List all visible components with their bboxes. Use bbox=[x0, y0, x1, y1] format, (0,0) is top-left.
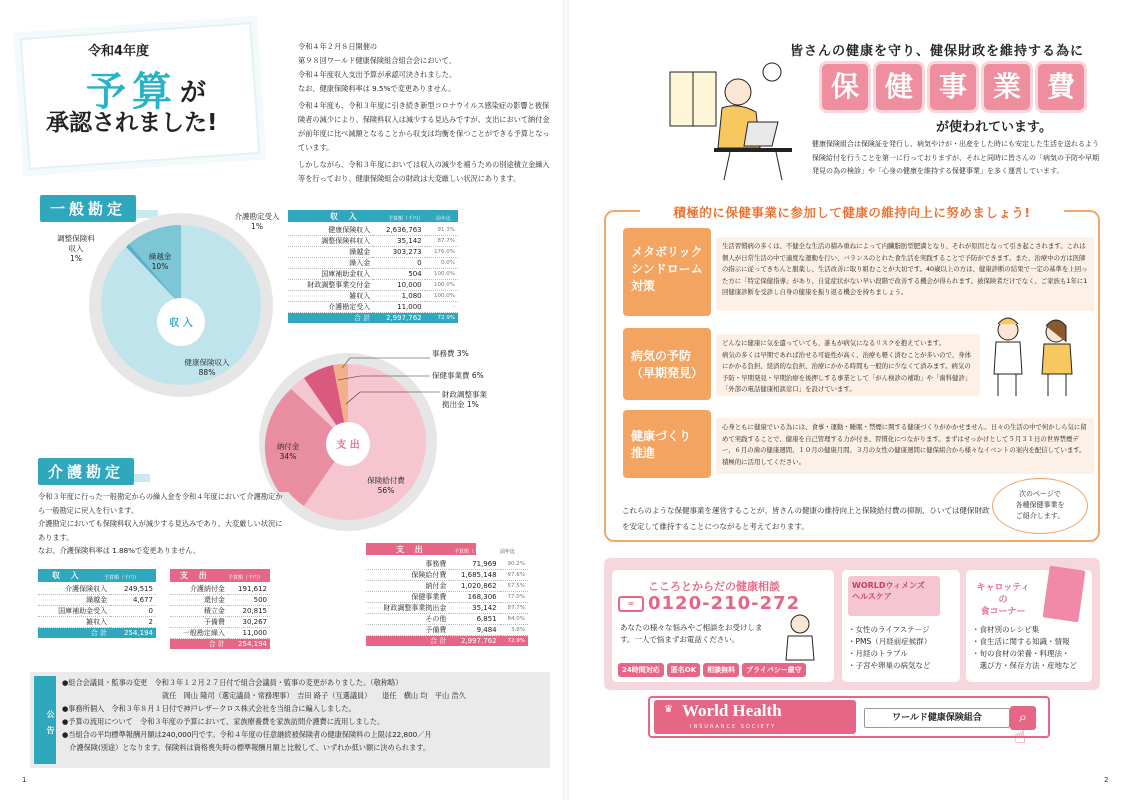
income-table-header-bar bbox=[288, 210, 458, 222]
row-pct: 176.0% bbox=[434, 249, 455, 255]
row-pct: 100.0% bbox=[434, 282, 455, 288]
table-row bbox=[288, 258, 458, 269]
row-label: 介護納付金 bbox=[189, 585, 225, 593]
notice-line: ●当組合の平均標準報酬月額は240,000円です。令和４年度の任意継続被保険者の健康保険料の上限は22,800／月 bbox=[62, 730, 432, 739]
row-label: 予備費 bbox=[203, 618, 225, 626]
free-dial-icon: ∞ bbox=[618, 596, 644, 612]
table-row bbox=[38, 606, 156, 617]
row-value: 1,685,148 bbox=[460, 571, 497, 579]
table-row bbox=[366, 570, 528, 581]
table-row bbox=[366, 581, 528, 592]
two-women-illustration bbox=[984, 312, 1088, 398]
woman-laptop-illustration bbox=[660, 52, 800, 182]
total-label: 合 計 bbox=[90, 629, 108, 637]
row-value: 2,636,763 bbox=[386, 226, 422, 234]
page-number-left: 1 bbox=[22, 776, 27, 784]
row-label: 介護保険収入 bbox=[65, 585, 108, 593]
row-label: 介護勘定受入 bbox=[328, 303, 371, 311]
badge: 匿名OK bbox=[667, 663, 700, 677]
item-metabo-text: 生活習慣病の多くは、不健全な生活の積み重ねによって内臓脂肪型肥満となり、それが原因となって引き起こされます。これは個人が日常生活の中で適度な運動を行い、バランスのとれた食生活を実践することで予防ができます。また、治療中の方は医師の指示に従ってきちんと服薬し、生活改善に取り組むことが大切です。40歳以上の方は、健康診断の結果で一定の基準を上回った方に「特定保健指導」があり、自覚症状がない早い段階で改善する機会が得られます。被保険者だけでなく、ご家族も1年に1回健康診断を受診し自身の健康を振り返る機会を持ちましょう。 bbox=[716, 237, 1094, 311]
income-table-col1: 予算額（千円） bbox=[388, 216, 424, 222]
total-value: 254,194 bbox=[238, 640, 267, 648]
label-health-project-pct: 6% bbox=[471, 371, 484, 380]
row-value: 1,020,862 bbox=[460, 582, 497, 590]
row-label: 納付金 bbox=[425, 582, 447, 590]
next-page-bubble: 次のページで 各種保健事業を ご紹介します。 bbox=[992, 478, 1088, 534]
list-item: ・PMS（月経前症候群） bbox=[848, 637, 932, 646]
label-adjust-pct: 1% bbox=[70, 254, 82, 263]
page-number-right: 2 bbox=[1104, 776, 1109, 784]
calorie-list bbox=[972, 624, 1077, 672]
row-label: その他 bbox=[425, 615, 447, 623]
item-metabo-label: メタボリック シンドローム 対策 bbox=[623, 228, 711, 316]
headline-budget: 予算 bbox=[86, 69, 178, 115]
table-total-row bbox=[366, 636, 528, 647]
row-value: 11,000 bbox=[242, 629, 267, 637]
care-income-col: 予算額（千円） bbox=[104, 575, 140, 581]
general-title: 一般勘定 bbox=[40, 195, 136, 222]
care-expense-col: 予算額（千円） bbox=[228, 575, 264, 581]
label-benefit-pct: 56% bbox=[377, 486, 395, 495]
conclusion-text: これらのような保健事業を運営することが、皆さんの健康の維持向上と保険給付費の抑制、ひいては健保財政を安定して維持することにつながると考えております。 bbox=[622, 506, 990, 531]
row-label: 国庫補助金受入 bbox=[58, 607, 108, 615]
table-row bbox=[170, 617, 270, 628]
label-health-income-pct: 88% bbox=[198, 368, 216, 377]
label-benefit bbox=[356, 476, 416, 496]
kanji-block: 費 bbox=[1038, 64, 1084, 110]
care-income-table bbox=[38, 584, 156, 638]
notice-line: ●事務所個入 令和３年８月１日付で神戸レザークロス株式会社を当組合に編入しました。 bbox=[62, 704, 356, 713]
headline-ga: が bbox=[180, 78, 207, 108]
table-row bbox=[170, 628, 270, 639]
item-health-promo-label: 健康づくり 推進 bbox=[623, 410, 711, 478]
used-text: が使われています。 bbox=[936, 120, 1052, 135]
row-value: 2 bbox=[148, 618, 153, 626]
item-prevention-text: どんなに健康に気を遣っていても、誰もが病気になるリスクを抱えています。 病気の多くは早期であれば治せる可能性が高く、治療も軽く済むことが多いので、身体にかかる負担、経済的な負担、治療にかかる時間も一般的に少なくて済みます。病気の予防・早期発見・早期治療を後押しする事業として「がん検診の補助」や「歯科健診」「外部の電話健康相談窓口」を設けています。 bbox=[716, 334, 980, 396]
crown-icon: ♛ bbox=[664, 704, 673, 715]
item-health-promo-text: 心身ともに健康でいる為には、食事・運動・睡眠・禁煙に関する健康づくりがかかせません。日々の生活の中で何かしら気に留めて実践することで、健康を自己管理する力が付き、習慣化につながります。まずはせっかけとして５月３１日の世界禁煙デー、６月の歯の健康週間、１０月の健康月間、３月の女性の健康週間に健保組合から様々なイベントの案内を配信しています。積極的に活用してください。 bbox=[716, 418, 1094, 474]
row-label: 繰入金 bbox=[349, 259, 371, 267]
table-row bbox=[366, 614, 528, 625]
label-care-transfer-name: 介護勘定受入 bbox=[234, 212, 280, 221]
row-pct: 87.7% bbox=[437, 238, 455, 244]
care-income-header: 収 入 bbox=[52, 571, 83, 580]
table-row bbox=[366, 603, 528, 614]
label-care-transfer bbox=[222, 212, 292, 232]
income-table-col2: 前年比 bbox=[436, 216, 452, 222]
hand-pointer-icon: ☝ bbox=[1014, 724, 1027, 748]
row-label: 繰越金 bbox=[86, 596, 108, 604]
table-row bbox=[38, 595, 156, 606]
row-value: 9,484 bbox=[476, 626, 497, 634]
activities-title: 積極的に保健事業に参加して健康の維持向上に努めましょう! bbox=[640, 203, 1064, 221]
care-note: 令和３年度に行った一般勘定からの繰入金を令和４年度において介護勘定から一般勘定に戻入を行います。 介護勘定においても保険料収入が減少する見込みであり、大変厳しい状況にあります。 なお、介護保険料率は 1.88%で変更ありません。 bbox=[38, 492, 283, 555]
list-item: ・食材別のレシピ集 bbox=[972, 625, 1040, 634]
label-carryover-pct: 10% bbox=[151, 262, 169, 271]
expense-table-col1: 予算額（千円） bbox=[454, 549, 490, 555]
badge: 相談無料 bbox=[703, 663, 739, 677]
total-value: 2,997,762 bbox=[460, 637, 497, 645]
care-title: 介護勘定 bbox=[38, 458, 134, 485]
leader-lines bbox=[330, 352, 440, 412]
table-row bbox=[366, 559, 528, 570]
table-row bbox=[288, 269, 458, 280]
headline-approved: 承認されました! bbox=[46, 110, 218, 136]
search-input[interactable]: ワールド健康保険組合 bbox=[864, 708, 1010, 728]
consult-title: こころとからだの健康相談 bbox=[648, 580, 780, 593]
table-row bbox=[288, 225, 458, 236]
row-label: 財政調整事業交付金 bbox=[307, 281, 371, 289]
kanji-block: 健 bbox=[876, 64, 922, 110]
label-health-income-name: 健康保険収入 bbox=[184, 358, 230, 367]
notice-line: ●予算の流用について 令和３年度の予算において、家族療養費を家族訪問介護費に流用しました。 bbox=[62, 717, 385, 726]
row-label: 還付金 bbox=[203, 596, 225, 604]
kanji-block: 業 bbox=[984, 64, 1030, 110]
row-pct: 3.8% bbox=[511, 627, 525, 633]
list-item: ・食生活に関する知識・情報 bbox=[972, 637, 1070, 646]
row-value: 0 bbox=[148, 607, 153, 615]
care-expense-table bbox=[170, 584, 270, 649]
label-health-project-name: 保健事業費 bbox=[432, 371, 470, 380]
row-label: 事務費 bbox=[425, 560, 447, 568]
row-label: 財政調整事業拠出金 bbox=[383, 604, 447, 612]
table-total-row bbox=[38, 628, 156, 639]
row-value: 504 bbox=[408, 270, 422, 278]
row-pct: 91.3% bbox=[437, 227, 455, 233]
row-pct: 100.0% bbox=[434, 271, 455, 277]
row-value: 1,080 bbox=[401, 292, 422, 300]
total-pct: 72.9% bbox=[437, 315, 455, 321]
list-item: ・子宮や卵巣の病気など bbox=[848, 661, 931, 670]
intro-para: しかしながら、令和３年度においては収入の減少を補うための別途積立金繰入等を行っており、健康保険組合の財政は大変厳しい状況にあります。 bbox=[298, 160, 550, 183]
row-label: 保健事業費 bbox=[411, 593, 447, 601]
total-label: 合 計 bbox=[430, 637, 447, 645]
row-label: 雑収入 bbox=[349, 292, 371, 300]
table-row bbox=[366, 625, 528, 636]
table-row bbox=[170, 606, 270, 617]
row-value: 0 bbox=[417, 259, 422, 267]
consult-phone[interactable]: 0120-210-272 bbox=[648, 593, 801, 614]
row-pct: 90.2% bbox=[507, 561, 525, 567]
intro-text bbox=[298, 40, 556, 189]
search-icon[interactable]: ⌕ bbox=[1010, 706, 1036, 730]
notice-tag: 公告 bbox=[34, 676, 56, 764]
label-admin-name: 事務費 bbox=[432, 349, 455, 358]
row-value: 71,969 bbox=[472, 560, 497, 568]
label-carryover-name: 繰越金 bbox=[148, 252, 172, 261]
label-levy bbox=[266, 442, 310, 462]
notice-line: ●組合会議員・監事の変更 令和３年１２月２７日付で組合会議員・監事の変更がありました。（敬称略） bbox=[62, 678, 403, 687]
row-value: 30,267 bbox=[242, 618, 267, 626]
label-fiscal-pct: 1% bbox=[466, 400, 479, 409]
list-item: 選び方・保存方法・産地など bbox=[972, 661, 1077, 670]
table-row bbox=[288, 291, 458, 302]
row-pct: 87.7% bbox=[507, 605, 525, 611]
total-label: 合 計 bbox=[353, 314, 371, 322]
table-row bbox=[288, 280, 458, 291]
row-value: 20,815 bbox=[242, 607, 267, 615]
table-row bbox=[366, 592, 528, 603]
expense-table bbox=[366, 559, 528, 646]
income-table bbox=[288, 225, 458, 323]
table-row bbox=[288, 236, 458, 247]
table-total-row bbox=[288, 313, 458, 324]
row-value: 500 bbox=[253, 596, 267, 604]
list-item: ・月経のトラブル bbox=[848, 649, 908, 658]
total-pct: 72.9% bbox=[507, 638, 525, 644]
row-pct: 84.0% bbox=[507, 616, 525, 622]
total-label: 合 計 bbox=[208, 640, 225, 648]
label-adjust-name: 調整保険料 収入 bbox=[57, 234, 95, 253]
total-value: 2,997,762 bbox=[386, 314, 422, 322]
row-value: 35,142 bbox=[397, 237, 422, 245]
label-care-transfer-pct: 1% bbox=[251, 222, 263, 231]
list-item: ・女性のライフステージ bbox=[848, 625, 930, 634]
row-pct: 0.0% bbox=[441, 260, 455, 266]
row-pct: 77.0% bbox=[507, 594, 525, 600]
expense-table-col2: 前年比 bbox=[500, 549, 516, 555]
brand-logo: World Health bbox=[682, 701, 782, 720]
label-admin-pct: 3% bbox=[456, 349, 469, 358]
table-row bbox=[38, 584, 156, 595]
income-pie-center: 収 入 bbox=[169, 318, 193, 329]
womens-list bbox=[848, 624, 931, 672]
list-item: ・旬の食材の栄養・料理法・ bbox=[972, 649, 1070, 658]
table-row bbox=[288, 302, 458, 313]
row-pct: 57.5% bbox=[507, 583, 525, 589]
row-label: 一般勘定繰入 bbox=[182, 629, 225, 637]
row-label: 保険給付費 bbox=[411, 571, 447, 579]
row-pct: 100.0% bbox=[434, 293, 455, 299]
row-label: 調整保険料収入 bbox=[321, 237, 371, 245]
consult-badges bbox=[618, 663, 806, 677]
intro-para: 令和４年度も、令和３年度に引き続き新型コロナウイルス感染症の影響と被保険者の減少により、保険料収入は減少する見込みですが、支出において納付金が前年度に比べ減額となることから収支は均衡を保つことができる予算となっています。 bbox=[298, 101, 550, 152]
label-levy-name: 納付金 bbox=[276, 442, 300, 451]
row-value: 6,851 bbox=[476, 615, 497, 623]
row-value: 4,677 bbox=[132, 596, 153, 604]
row-label: 健康保険収入 bbox=[328, 226, 371, 234]
table-row bbox=[170, 595, 270, 606]
row-value: 10,000 bbox=[397, 281, 422, 289]
care-expense-header: 支 出 bbox=[180, 571, 211, 580]
table-total-row bbox=[170, 639, 270, 650]
kanji-block: 保 bbox=[822, 64, 868, 110]
right-description: 健康保険組合は保険証を発行し、病気やけが・出産をした時にも安定した生活を送れるよう保険給付を行うことを第一に行っておりますが、それと同時に皆さんの「病気の予防や早期発見の為の検診」や「心身の健康を維持する保健事業」を多く運営しています。 bbox=[812, 140, 1099, 175]
headline-year: 令和4年度 bbox=[88, 44, 150, 59]
expense-table-header: 支 出 bbox=[396, 545, 427, 554]
notice-line: 就任 岡山 隆司（選定議員・常務理事） 吉田 路子（互選議員） 退任 横山 均 平山 浩久 bbox=[162, 691, 466, 700]
label-carryover bbox=[140, 252, 180, 272]
table-row bbox=[170, 584, 270, 595]
intro-para: 令和４年２月８日開催の 第９８回ワールド健康保険組合組合会において、 令和４年度収入支出予算が承認可決されました。 なお、健康保険料率は 9.5%で変更ありません。 bbox=[298, 42, 457, 93]
label-levy-pct: 34% bbox=[279, 452, 297, 461]
row-label: 予備費 bbox=[425, 626, 447, 634]
table-row bbox=[38, 617, 156, 628]
income-table-header: 収 入 bbox=[330, 212, 361, 221]
item-prevention-label: 病気の予防 （早期発見） bbox=[623, 328, 711, 400]
row-pct: 97.6% bbox=[507, 572, 525, 578]
row-value: 35,142 bbox=[472, 604, 497, 612]
row-value: 303,273 bbox=[392, 248, 422, 256]
spine bbox=[563, 0, 569, 800]
notice-line: 介護保険(別途）となります。保険料は資格喪失時の標準報酬月額と比較して、いずれか低い額に決められます。 bbox=[62, 743, 431, 752]
kanji-block: 事 bbox=[930, 64, 976, 110]
badge: プライバシー厳守 bbox=[742, 663, 806, 677]
row-value: 168,306 bbox=[467, 593, 497, 601]
badge: 24時間対応 bbox=[618, 663, 664, 677]
expense-pie-center: 支 出 bbox=[336, 440, 360, 451]
brand-logo-sub: INSURANCE SOCIETY bbox=[690, 724, 777, 730]
phone-woman-illustration bbox=[780, 612, 820, 662]
row-value: 11,000 bbox=[397, 303, 422, 311]
row-label: 国庫補助金収入 bbox=[321, 270, 371, 278]
right-caption: 皆さんの健康を守り、健保財政を維持する為に bbox=[790, 44, 1085, 59]
recipe-book-image bbox=[1043, 566, 1086, 623]
consult-desc: あなたの様々な悩みやご相談をお受けします。一人で悩まずお電話ください。 bbox=[620, 623, 763, 644]
row-value: 249,515 bbox=[124, 585, 153, 593]
label-fiscal-name: 財政調整事業 拠出金 bbox=[442, 390, 487, 409]
label-health-income bbox=[176, 358, 238, 378]
label-adjust bbox=[48, 234, 104, 264]
calorie-title: キャロッティ の 食コーナー bbox=[976, 583, 1030, 617]
row-label: 繰越金 bbox=[349, 248, 371, 256]
notice-text bbox=[62, 676, 548, 754]
total-value: 254,194 bbox=[124, 629, 153, 637]
row-label: 雑収入 bbox=[86, 618, 108, 626]
label-benefit-name: 保険給付費 bbox=[367, 476, 405, 485]
womens-title: WORLDウィメンズ ヘルスケア bbox=[852, 581, 925, 601]
label-fiscal bbox=[442, 390, 487, 410]
row-pct: - bbox=[453, 304, 455, 310]
table-row bbox=[288, 247, 458, 258]
row-value: 191,612 bbox=[238, 585, 267, 593]
row-label: 積立金 bbox=[203, 607, 225, 615]
